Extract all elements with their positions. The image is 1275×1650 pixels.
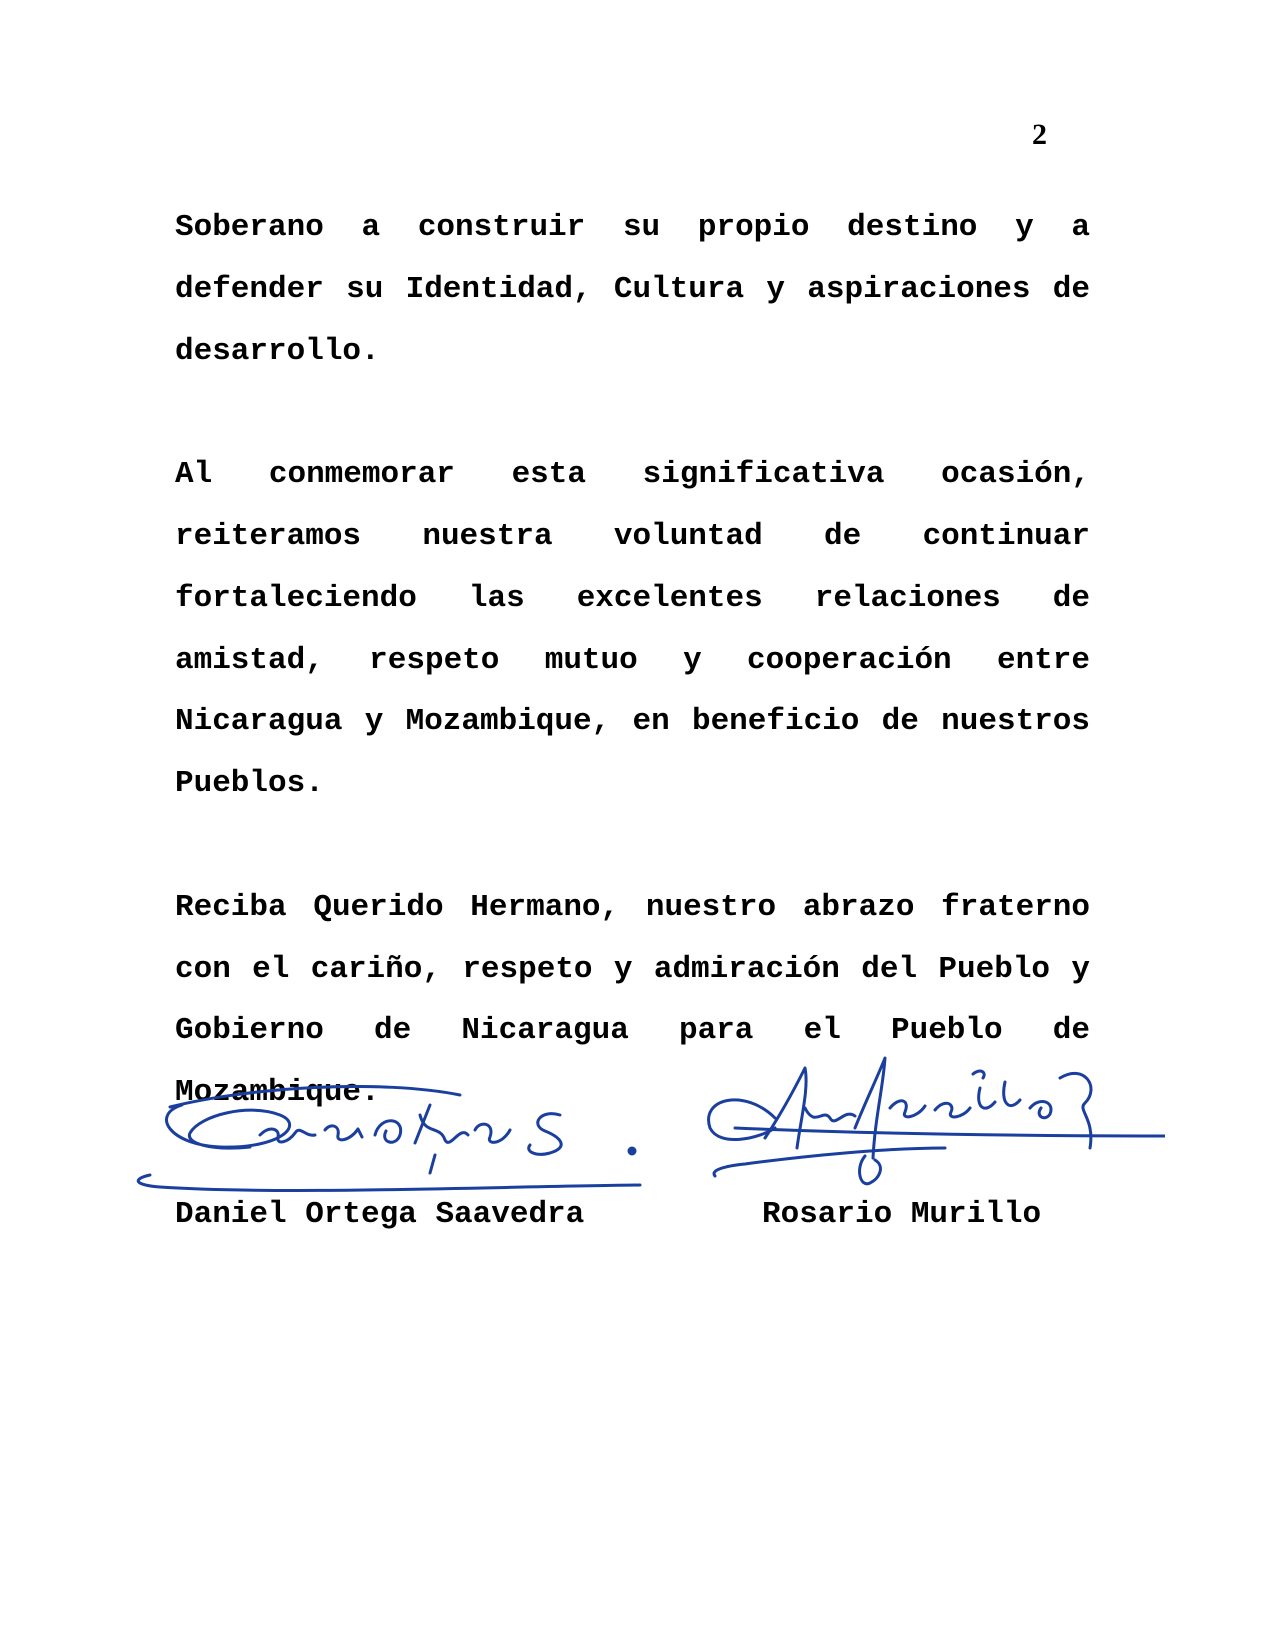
paragraph-salutation: Reciba Querido Hermano, nuestro abrazo fraterno con el cariño, respeto y admiración del Pueblo y Gobierno de Nicaragua para el Pueblo de Mozambique. xyxy=(175,889,1090,1111)
letter-body xyxy=(175,197,1090,1124)
paragraph-commemoration: Al conmemorar esta significativa ocasión, reiteramos nuestra voluntad de continuar fortaleciendo las excelentes relaciones de amistad, respeto mutuo y cooperación entre Nicaragua y Mozambique, en beneficio de nuestros Pueblos. xyxy=(175,457,1090,802)
page-number: 2 xyxy=(1032,118,1047,151)
paragraph-closing-context: Soberano a construir su propio destino y a defender su Identidad, Cultura y aspiraciones de desarrollo. xyxy=(175,210,1090,369)
signer-name-right: Rosario Murillo xyxy=(762,1197,1042,1232)
signer-name-left: Daniel Ortega Saavedra xyxy=(175,1197,585,1232)
